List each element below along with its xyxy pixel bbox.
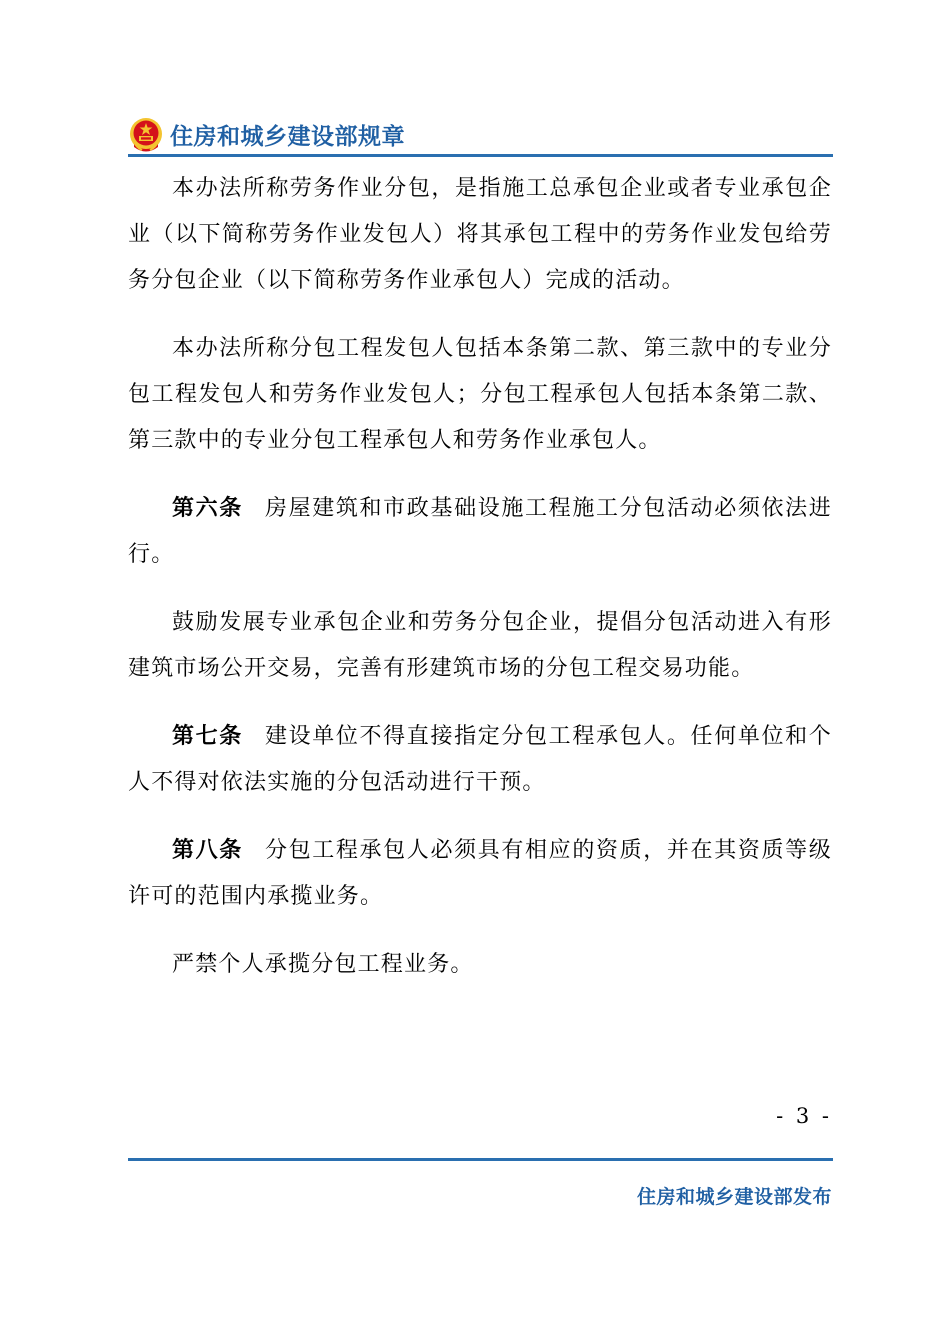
paragraph-text: 分包工程承包人必须具有相应的资质，并在其资质等级许可的范围内承揽业务。 (128, 838, 832, 909)
national-emblem-icon (128, 116, 164, 154)
header-divider (128, 154, 833, 157)
article-number: 第六条 (172, 496, 243, 521)
article-number: 第八条 (172, 838, 243, 863)
paragraph-text: 本办法所称劳务作业分包，是指施工总承包企业或者专业承包企业（以下简称劳务作业发包人）将其承包工程中的劳务作业发包给劳务分包企业（以下简称劳务作业承包人）完成的活动。 (128, 176, 832, 293)
footer-divider (128, 1158, 833, 1161)
paragraph (128, 714, 832, 806)
paragraph-text: 严禁个人承揽分包工程业务。 (172, 952, 474, 977)
paragraph (128, 326, 832, 464)
page-header (128, 112, 833, 156)
article-number: 第七条 (172, 724, 243, 749)
paragraph (128, 942, 832, 988)
document-body (128, 166, 832, 1010)
paragraph-text: 本办法所称分包工程发包人包括本条第二款、第三款中的专业分包工程发包人和劳务作业发包人；分包工程承包人包括本条第二款、第三款中的专业分包工程承包人和劳务作业承包人。 (128, 336, 832, 453)
paragraph (128, 486, 832, 578)
paragraph-text: 房屋建筑和市政基础设施工程施工分包活动必须依法进行。 (128, 496, 832, 567)
paragraph (128, 828, 832, 920)
footer-publisher: 住房和城乡建设部发布 (636, 1186, 832, 1208)
paragraph (128, 166, 832, 304)
header-title: 住房和城乡建设部规章 (170, 124, 405, 150)
page-number: - 3 - (776, 1104, 832, 1128)
paragraph (128, 600, 832, 692)
paragraph-text: 建设单位不得直接指定分包工程承包人。任何单位和个人不得对依法实施的分包活动进行干预。 (128, 724, 832, 795)
paragraph-text: 鼓励发展专业承包企业和劳务分包企业，提倡分包活动进入有形建筑市场公开交易，完善有形建筑市场的分包工程交易功能。 (128, 610, 832, 681)
